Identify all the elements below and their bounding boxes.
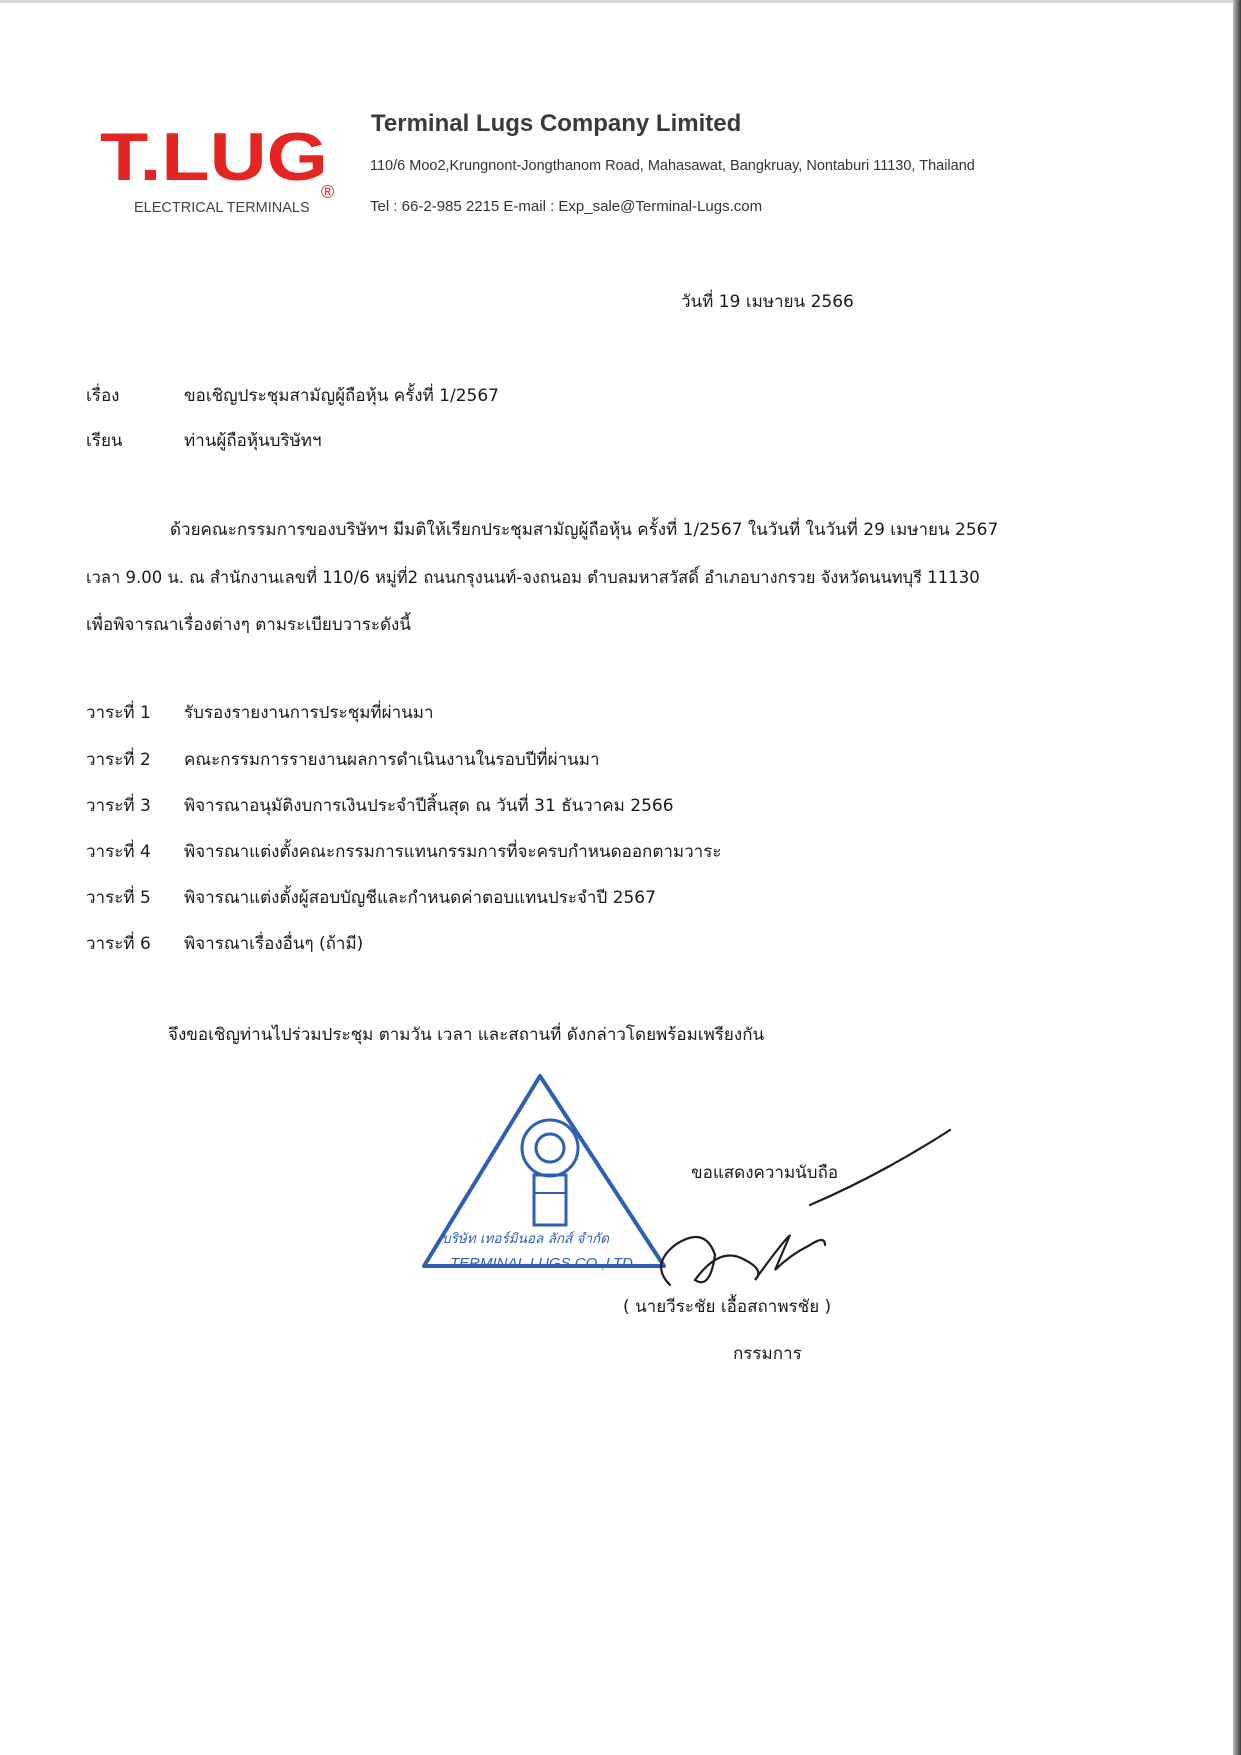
company-stamp <box>420 1070 670 1280</box>
agenda-number: วาระที่ 4 <box>86 842 151 862</box>
handwritten-signature <box>650 1095 960 1305</box>
recipient-text: ท่านผู้ถือหุ้นบริษัทฯ <box>184 431 322 451</box>
scan-edge-top <box>0 0 1241 3</box>
stamp-thai-name: บริษัท เทอร์มินอล ลักส์ จำกัด <box>442 1231 609 1247</box>
signatory-name: ( นายวีระชัย เอื้อสถาพรชัย ) <box>623 1297 832 1317</box>
body-line-3: เพื่อพิจารณาเรื่องต่างๆ ตามระเบียบวาระดังนี้ <box>86 615 411 635</box>
subject-label: เรื่อง <box>86 386 120 406</box>
scan-edge-right <box>1233 0 1241 1755</box>
agenda-number: วาระที่ 5 <box>86 888 151 908</box>
agenda-item: พิจารณาอนุมัติงบการเงินประจำปีสิ้นสุด ณ วันที่ 31 ธันวาคม 2566 <box>184 796 674 816</box>
company-logo <box>98 118 348 218</box>
ring-lug-icon <box>522 1120 578 1176</box>
agenda-number: วาระที่ 1 <box>86 703 151 723</box>
regards-text: ขอแสดงความนับถือ <box>691 1163 839 1183</box>
agenda-item: พิจารณาแต่งตั้งคณะกรรมการแทนกรรมการที่จะครบกำหนดออกตามวาระ <box>184 842 722 862</box>
logo-registered-mark: ® <box>321 182 335 202</box>
signatory-title: กรรมการ <box>733 1344 802 1364</box>
agenda-item: พิจารณาเรื่องอื่นๆ (ถ้ามี) <box>184 934 364 954</box>
agenda-item: คณะกรรมการรายงานผลการดำเนินงานในรอบปีที่ผ่านมา <box>184 750 600 770</box>
company-address: 110/6 Moo2,Krungnont-Jongthanom Road, Mahasawat, Bangkruay, Nontaburi 11130, Thailand <box>370 158 975 174</box>
agenda-item: รับรองรายงานการประชุมที่ผ่านมา <box>184 703 434 723</box>
ring-lug-barrel-icon <box>534 1175 566 1225</box>
body-line-2: เวลา 9.00 น. ณ สำนักงานเลขที่ 110/6 หมู่ที่2 ถนนกรุงนนท์-จงถนอม ตำบลมหาสวัสดิ์ อำเภอบางกรวย จังหวัดนนทบุรี 11130 <box>86 568 980 587</box>
agenda-number: วาระที่ 2 <box>86 750 151 770</box>
logo-subtitle: ELECTRICAL TERMINALS <box>134 200 310 216</box>
stamp-english-name: TERMINAL LUGS CO.,LTD. <box>450 1255 637 1272</box>
logo-wordmark: T.LUG <box>100 119 328 195</box>
ring-lug-hole-icon <box>536 1134 564 1162</box>
subject-text: ขอเชิญประชุมสามัญผู้ถือหุ้น ครั้งที่ 1/2567 <box>184 386 499 406</box>
agenda-number: วาระที่ 6 <box>86 934 151 954</box>
agenda-number: วาระที่ 3 <box>86 796 151 816</box>
company-contact: Tel : 66-2-985 2215 E-mail : Exp_sale@Terminal-Lugs.com <box>370 198 763 215</box>
company-name: Terminal Lugs Company Limited <box>371 110 742 137</box>
recipient-label: เรียน <box>86 431 123 451</box>
body-line-1: ด้วยคณะกรรมการของบริษัทฯ มีมติให้เรียกประชุมสามัญผู้ถือหุ้น ครั้งที่ 1/2567 ในวันที่ ในวันที่ 29 เมษายน 2567 <box>170 520 999 540</box>
agenda-item: พิจารณาแต่งตั้งผู้สอบบัญชีและกำหนดค่าตอบแทนประจำปี 2567 <box>184 888 656 908</box>
closing-invitation: จึงขอเชิญท่านไปร่วมประชุม ตามวัน เวลา และสถานที่ ดังกล่าวโดยพร้อมเพรียงกัน <box>168 1025 765 1045</box>
letter-date: วันที่ 19 เมษายน 2566 <box>681 292 854 312</box>
